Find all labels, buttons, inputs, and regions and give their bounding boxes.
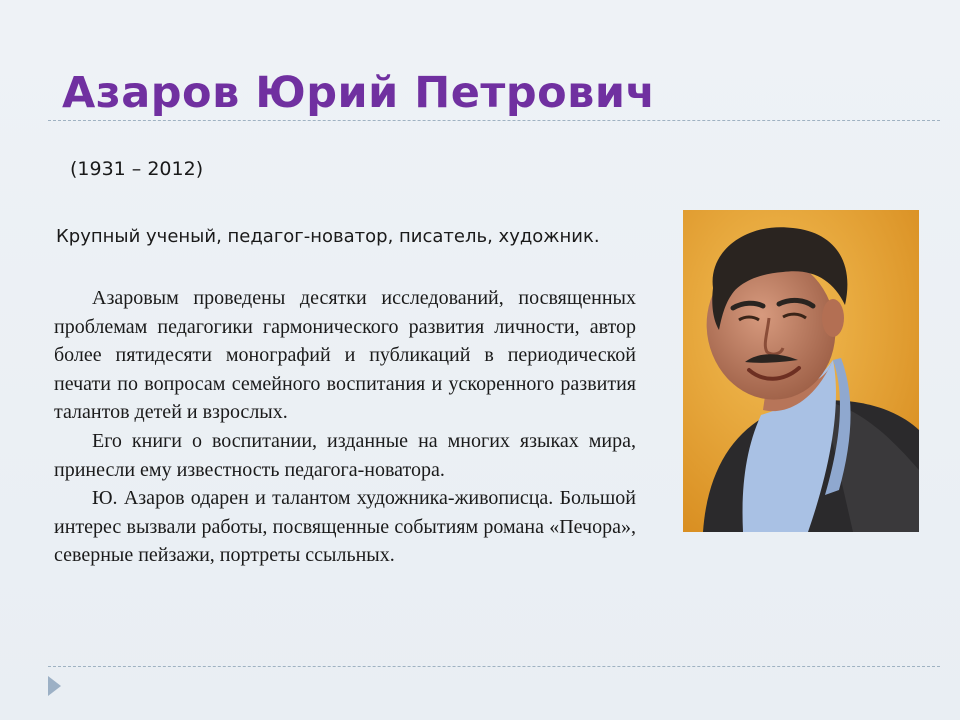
- biography-paragraph: Азаровым проведены десятки исследований, посвященных проблемам педагогики гармонического развития личности, автор более пятидесяти монографий и публикаций в периодической печати по вопросам семейного воспитания и ускоренного развития талантов детей и взрослых.: [54, 287, 636, 424]
- biography-paragraph: Его книги о воспитании, изданные на многих языках мира, принесли ему известность педагога-новатора.: [54, 429, 636, 481]
- biography-paragraph: Ю. Азаров одарен и талантом художника-живописца. Большой интерес вызвали работы, посвященные событиям романа «Печора», северные пейзажи, портреты ссыльных.: [54, 487, 636, 567]
- biography-text: [54, 284, 636, 570]
- life-years: (1931 – 2012): [70, 158, 204, 180]
- slide-title: Азаров Юрий Петрович: [62, 68, 656, 118]
- intro-text: Крупный ученый, педагог-новатор, писатель, художник.: [56, 226, 600, 247]
- triangle-right-icon[interactable]: [48, 676, 61, 696]
- portrait-photo: [683, 210, 919, 532]
- footer-divider: [48, 666, 940, 667]
- title-divider: [48, 120, 940, 121]
